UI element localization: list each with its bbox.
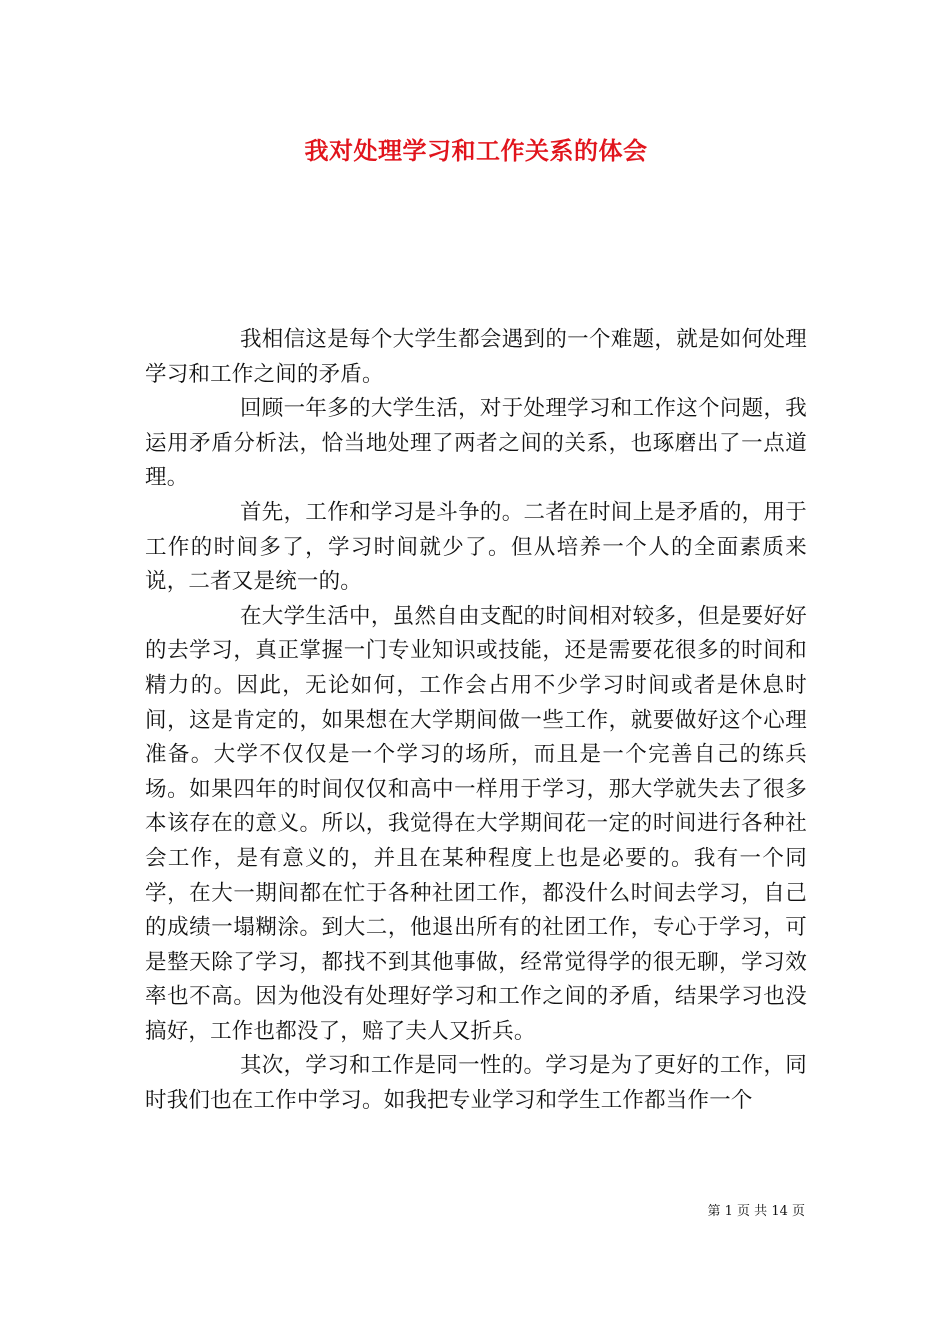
document-title: 我对处理学习和工作关系的体会: [304, 136, 648, 165]
paragraph-5: 其次，学习和工作是同一性的。学习是为了更好的工作，同时我们也在工作中学习。如我把专业学习和学生工作都当作一个: [145, 1053, 807, 1114]
page-number-footer: 第 1 页 共 14 页: [707, 1204, 805, 1219]
paragraph-4: 在大学生活中，虽然自由支配的时间相对较多，但是要好好的去学习，真正掌握一门专业知识或技能，还是需要花很多的时间和精力的。因此，无论如何，工作会占用不少学习时间或者是休息时间，这是肯定的，如果想在大学期间做一些工作，就要做好这个心理准备。大学不仅仅是一个学习的场所，而且是一个完善自己的练兵场。如果四年的时间仅仅和高中一样用于学习，那大学就失去了很多本该存在的意义。所以，我觉得在大学期间花一定的时间进行各种社会工作，是有意义的，并且在某种程度上也是必要的。我有一个同学，在大一期间都在忙于各种社团工作，都没什么时间去学习，自己的成绩一塌糊涂。到大二，他退出所有的社团工作，专心于学习，可是整天除了学习，都找不到其他事做，经常觉得学的很无聊，学习效率也不高。因为他没有处理好学习和工作之间的矛盾，结果学习也没搞好，工作也都没了，赔了夫人又折兵。: [145, 603, 807, 1044]
paragraph-2: 回顾一年多的大学生活，对于处理学习和工作这个问题，我运用矛盾分析法，恰当地处理了两者之间的关系，也琢磨出了一点道理。: [145, 396, 807, 491]
paragraph-1: 我相信这是每个大学生都会遇到的一个难题，就是如何处理学习和工作之间的矛盾。: [145, 327, 807, 387]
paragraph-3: 首先，工作和学习是斗争的。二者在时间上是矛盾的，用于工作的时间多了，学习时间就少了。但从培养一个人的全面素质来说，二者又是统一的。: [145, 499, 807, 595]
document-body: [145, 323, 807, 1119]
